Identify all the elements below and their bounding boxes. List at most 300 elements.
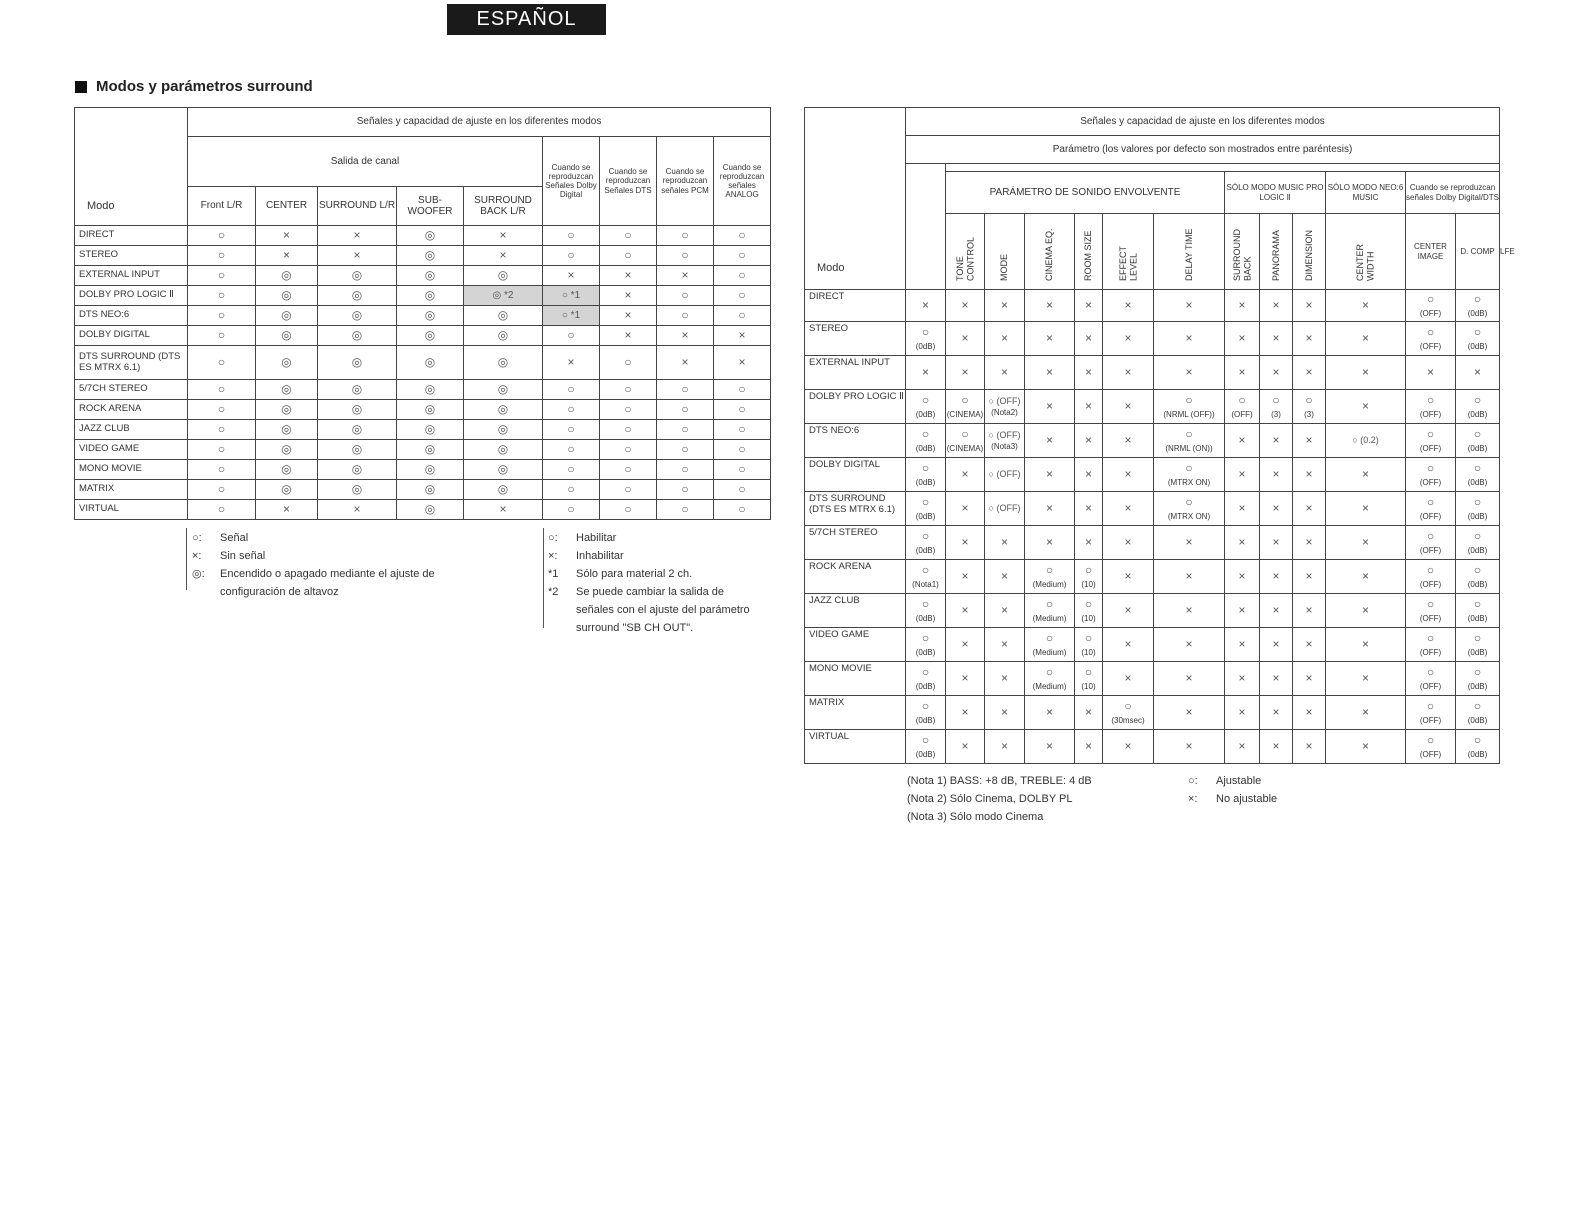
- column-header: CENTER WIDTH: [1326, 214, 1406, 290]
- parameter-cell: [1154, 492, 1225, 526]
- parameter-cell: [1075, 390, 1103, 424]
- table-row: [75, 226, 771, 246]
- table-row: [805, 390, 1500, 424]
- adjustable-symbol: ○: [1473, 393, 1482, 407]
- signal-cell: ○: [543, 460, 600, 480]
- signal-cell: ○: [188, 400, 256, 420]
- signal-cell: ◎: [397, 306, 464, 326]
- parameter-cell: [1293, 560, 1326, 594]
- mode-label: DIRECT: [805, 290, 906, 322]
- adjustable-symbol: ×: [1272, 364, 1280, 379]
- parameter-cell: [906, 390, 946, 424]
- adjustable-symbol: ×: [1361, 500, 1369, 515]
- legend-adjust: [548, 529, 750, 637]
- signal-cell: ○: [714, 246, 771, 266]
- column-header: CENTER: [256, 187, 318, 226]
- parameter-cell: [1293, 492, 1326, 526]
- adjustable-symbol: ○: [921, 665, 930, 679]
- signal-cell: ○ *1: [543, 286, 600, 306]
- default-value: (0dB): [915, 647, 936, 657]
- parameter-cell: [1326, 290, 1406, 322]
- parameter-cell: [906, 424, 946, 458]
- parameter-cell: [1075, 526, 1103, 560]
- adjustable-symbol: ×: [1426, 364, 1434, 379]
- adjustable-symbol: ×: [1045, 330, 1053, 345]
- column-header: TONE CONTROL: [946, 214, 985, 290]
- parameter-cell: [1260, 458, 1293, 492]
- adjustable-symbol: ×: [1045, 466, 1053, 481]
- table-row: [75, 306, 771, 326]
- signal-cell: ◎: [397, 380, 464, 400]
- column-header: MODE: [985, 214, 1025, 290]
- legend-item: [192, 547, 435, 565]
- adjustable-symbol: ×: [1305, 704, 1313, 719]
- parameter-cell: [985, 492, 1025, 526]
- table-row: [75, 286, 771, 306]
- signal-cell: ◎: [256, 380, 318, 400]
- signal-cell: ◎: [318, 346, 397, 380]
- adjustable-symbol: ○: [1305, 393, 1313, 407]
- adjustable-symbol: ○: [1473, 427, 1482, 441]
- signal-cell: ◎: [464, 400, 543, 420]
- table-row: [75, 380, 771, 400]
- default-value: (0dB): [1467, 477, 1488, 487]
- mode-label: DTS SURROUND (DTS ES MTRX 6.1): [75, 346, 188, 380]
- adjustable-symbol: ×: [961, 636, 969, 651]
- parameter-cell: [1293, 356, 1326, 390]
- signal-cell: ○: [714, 420, 771, 440]
- adjustable-symbol: ×: [1000, 534, 1008, 549]
- language-tab: ESPAÑOL: [447, 4, 606, 35]
- signal-cell: ◎: [256, 306, 318, 326]
- table-row: [75, 266, 771, 286]
- adjustable-symbol: ×: [1305, 466, 1313, 481]
- signal-cell: ○: [600, 480, 657, 500]
- parameter-cell: [1225, 696, 1260, 730]
- parameter-cell: [1075, 322, 1103, 356]
- column-header: CINEMA EQ.: [1025, 214, 1075, 290]
- legend-symbol: ×:: [548, 550, 558, 562]
- table-row: [75, 400, 771, 420]
- adjustable-symbol: ×: [1000, 670, 1008, 685]
- parameter-cell: [1293, 290, 1326, 322]
- parameter-cell: [985, 424, 1025, 458]
- parameter-cell: [1406, 290, 1456, 322]
- legend-item: [192, 529, 435, 547]
- adjustable-symbol: ×: [1124, 602, 1132, 617]
- signal-cell: ○: [600, 400, 657, 420]
- signal-cell: ◎: [256, 346, 318, 380]
- parameter-cell: [1225, 290, 1260, 322]
- signal-cell: ×: [600, 326, 657, 346]
- signal-cell: ◎: [318, 440, 397, 460]
- column-header: SURROUND BACK L/R: [464, 187, 543, 226]
- signal-cell: ○: [188, 380, 256, 400]
- legend-symbol: ○:: [1188, 775, 1198, 787]
- signal-cell: ○: [714, 286, 771, 306]
- legend-text: Inhabilitar: [576, 550, 624, 562]
- parameter-cell: [1225, 356, 1260, 390]
- adjustable-symbol: ×: [1045, 398, 1053, 413]
- signal-cell: ×: [600, 306, 657, 326]
- column-header: PANORAMA: [1260, 214, 1293, 290]
- square-bullet-icon: [75, 81, 87, 93]
- parameter-cell: [946, 492, 985, 526]
- adjustable-symbol: ×: [1361, 330, 1369, 345]
- signal-cell: ○: [600, 420, 657, 440]
- adjustable-symbol: ×: [1238, 330, 1246, 345]
- parameter-cell: [1154, 290, 1225, 322]
- signal-cell: ○: [657, 306, 714, 326]
- parameter-cell: [1260, 594, 1293, 628]
- default-value: (10): [1081, 681, 1096, 691]
- parameter-cell: [906, 356, 946, 390]
- parameter-cell: [1103, 560, 1154, 594]
- parameter-cell: [1154, 696, 1225, 730]
- parameter-cell: [1260, 696, 1293, 730]
- default-value: (0dB): [915, 545, 936, 555]
- adjustable-symbol: ×: [1000, 636, 1008, 651]
- signal-cell: ◎: [256, 266, 318, 286]
- adjustable-symbol: ×: [961, 670, 969, 685]
- adjustable-symbol: ×: [1124, 330, 1132, 345]
- adjustable-symbol: ×: [1084, 432, 1092, 447]
- parameter-cell: [1406, 458, 1456, 492]
- signal-cell: ×: [657, 266, 714, 286]
- adjustable-symbol: ○: [1426, 495, 1435, 509]
- adjustable-symbol: ○: [1426, 597, 1435, 611]
- legend-symbol: ◎:: [192, 568, 205, 580]
- adjustable-symbol: ○: [1084, 631, 1093, 645]
- parameter-cell: [1456, 356, 1500, 390]
- parameter-cell: [985, 560, 1025, 594]
- adjustable-symbol: ×: [1305, 636, 1313, 651]
- adjustable-symbol: ×: [1000, 602, 1008, 617]
- adjustable-symbol: ○: [1185, 393, 1193, 407]
- signal-cell: ◎: [464, 266, 543, 286]
- table-row: [75, 246, 771, 266]
- adjustable-symbol: ×: [1124, 364, 1132, 379]
- adjustable-symbol: ×: [1185, 670, 1193, 685]
- signal-cell: ○: [188, 266, 256, 286]
- signals-table: [74, 107, 771, 520]
- adjustable-symbol: ○: [1185, 461, 1193, 475]
- parameter-cell: [946, 696, 985, 730]
- signal-cell: ×: [256, 246, 318, 266]
- adjustable-symbol: ○: [1084, 665, 1093, 679]
- signal-cell: ×: [318, 500, 397, 520]
- legend-symbol: [192, 583, 220, 601]
- table-row: [805, 322, 1500, 356]
- mode-label: STEREO: [805, 322, 906, 356]
- parameter-cell: [1406, 696, 1456, 730]
- parameter-cell: [1260, 290, 1293, 322]
- adjustable-symbol: ×: [1185, 602, 1193, 617]
- signal-cell: ◎: [397, 400, 464, 420]
- signal-cell: ×: [714, 346, 771, 380]
- parameter-cell: [1103, 356, 1154, 390]
- parameter-cell: [1103, 730, 1154, 764]
- adjustable-symbol: ×: [1238, 364, 1246, 379]
- parameter-cell: [1293, 526, 1326, 560]
- parameter-cell: [1293, 458, 1326, 492]
- signal-cell: ○: [188, 500, 256, 520]
- mode-label: DIRECT: [75, 226, 188, 246]
- signal-cell: ○: [543, 400, 600, 420]
- default-value: (3): [1271, 409, 1281, 419]
- default-value: (30msec): [1111, 715, 1145, 725]
- mode-label: MONO MOVIE: [75, 460, 188, 480]
- column-header: CENTER IMAGE: [1406, 214, 1456, 290]
- adjustable-symbol: ×: [1084, 466, 1092, 481]
- parameter-cell: [985, 628, 1025, 662]
- signal-cell: ×: [464, 500, 543, 520]
- legend-symbol: ○:: [548, 532, 558, 544]
- adjustable-symbol: ○: [921, 597, 930, 611]
- adjustable-symbol: ×: [1272, 602, 1280, 617]
- parameter-cell: [1225, 594, 1260, 628]
- parameter-cell: [1293, 730, 1326, 764]
- adjustable-symbol: ×: [1272, 432, 1280, 447]
- parameter-cell: [906, 322, 946, 356]
- adjustable-symbol: ×: [1185, 738, 1193, 753]
- parameter-cell: [1260, 560, 1293, 594]
- column-header: Front L/R: [188, 187, 256, 226]
- parameter-cell: [1025, 322, 1075, 356]
- default-value: (NRML (ON)): [1165, 443, 1213, 453]
- adjustable-symbol: ×: [1045, 500, 1053, 515]
- adjustable-symbol: ○: [1124, 699, 1132, 713]
- adjustable-symbol: ○: [921, 325, 930, 339]
- parameter-cell: [1025, 356, 1075, 390]
- signal-cell: ○: [188, 226, 256, 246]
- default-value: (Medium): [1032, 647, 1067, 657]
- adjustable-symbol: ×: [1474, 364, 1482, 379]
- parameter-cell: [1326, 594, 1406, 628]
- signal-cell: ○: [657, 400, 714, 420]
- adjustable-symbol: ×: [1361, 636, 1369, 651]
- parameter-cell: [946, 390, 985, 424]
- legend-text: Se puede cambiar la salida de: [576, 586, 724, 598]
- parameter-cell: [1225, 492, 1260, 526]
- signal-cell: ×: [543, 266, 600, 286]
- parameter-cell: [946, 322, 985, 356]
- adjustable-symbol: ×: [1185, 364, 1193, 379]
- mode-label: VIRTUAL: [75, 500, 188, 520]
- signal-cell: ×: [657, 326, 714, 346]
- parameter-cell: [1075, 290, 1103, 322]
- signal-cell: ○: [714, 460, 771, 480]
- parameter-cell: [1075, 662, 1103, 696]
- signal-cell: ◎: [397, 226, 464, 246]
- signal-cell: ○: [543, 380, 600, 400]
- parameter-cell: [1406, 356, 1456, 390]
- mode-label: 5/7CH STEREO: [75, 380, 188, 400]
- parameter-cell: [1293, 594, 1326, 628]
- parameter-cell: [1075, 730, 1103, 764]
- parameter-cell: [1225, 730, 1260, 764]
- adjustable-symbol: ○: [1426, 699, 1435, 713]
- legend-symbol: ×:: [1188, 793, 1198, 805]
- parameter-cell: [1326, 458, 1406, 492]
- mode-label: DTS NEO:6: [75, 306, 188, 326]
- mode-label: STEREO: [75, 246, 188, 266]
- adjustable-symbol: ×: [1045, 738, 1053, 753]
- adjustable-symbol: ○: [1426, 461, 1435, 475]
- legend-item: [548, 601, 750, 619]
- default-value: (OFF): [1419, 681, 1442, 691]
- adjustable-symbol: ×: [1185, 704, 1193, 719]
- column-header: SURROUND L/R: [318, 187, 397, 226]
- parameter-cell: [985, 356, 1025, 390]
- parameter-cell: [1025, 526, 1075, 560]
- parameter-cell: [1456, 424, 1500, 458]
- parameter-cell: [1326, 322, 1406, 356]
- signal-cell: ◎: [318, 460, 397, 480]
- parameter-cell: [1103, 458, 1154, 492]
- signal-cell: ◎: [464, 326, 543, 346]
- signal-cell: ×: [318, 226, 397, 246]
- adjustable-symbol: ○ (OFF): [988, 469, 1021, 480]
- parameter-cell: [985, 526, 1025, 560]
- legend-divider: [186, 528, 187, 590]
- table-row: [805, 662, 1500, 696]
- adjustable-symbol: ○: [921, 495, 930, 509]
- signal-cell: ×: [543, 346, 600, 380]
- mode-label: VIDEO GAME: [75, 440, 188, 460]
- default-value: (OFF): [1419, 409, 1442, 419]
- parameter-cell: [946, 290, 985, 322]
- signal-cell: ◎: [397, 460, 464, 480]
- adjustable-symbol: ×: [1272, 670, 1280, 685]
- parameter-cell: [906, 560, 946, 594]
- parameter-cell: [985, 696, 1025, 730]
- column-header: SURROUND BACK: [1225, 214, 1260, 290]
- legend-item: [548, 619, 750, 637]
- legend-symbol: [548, 601, 576, 619]
- parameter-cell: [906, 628, 946, 662]
- column-header: Cuando se reproduzcan señales PCM: [657, 137, 714, 226]
- signal-cell: ○: [657, 420, 714, 440]
- parameter-cell: [1225, 424, 1260, 458]
- parameter-cell: [1406, 424, 1456, 458]
- parameter-cell: [1154, 662, 1225, 696]
- default-value: (OFF): [1231, 409, 1253, 419]
- column-header: DIMENSION: [1293, 214, 1326, 290]
- adjustable-symbol: ×: [1084, 738, 1092, 753]
- adjustable-symbol: ○: [1426, 325, 1435, 339]
- parameter-cell: [1075, 492, 1103, 526]
- default-value: (OFF): [1419, 715, 1442, 725]
- default-value: (0dB): [915, 613, 936, 623]
- adjustable-symbol: ×: [1084, 534, 1092, 549]
- signal-cell: ◎: [397, 246, 464, 266]
- adjustable-symbol: ×: [921, 297, 929, 312]
- signal-cell: ◎: [397, 440, 464, 460]
- default-value: (NRML (OFF)): [1163, 409, 1215, 419]
- adjustable-symbol: ×: [1272, 636, 1280, 651]
- mode-label: MATRIX: [805, 696, 906, 730]
- adjustable-symbol: ○: [921, 461, 930, 475]
- adjustable-symbol: ○: [1426, 292, 1435, 306]
- parameter-cell: [1154, 730, 1225, 764]
- parameter-cell: [1075, 594, 1103, 628]
- signal-cell: ○: [600, 246, 657, 266]
- adjustable-symbol: ×: [1238, 738, 1246, 753]
- parameter-cell: [1326, 526, 1406, 560]
- adjustable-symbol: ×: [1045, 432, 1053, 447]
- signal-cell: ◎: [256, 440, 318, 460]
- mode-label: DOLBY DIGITAL: [805, 458, 906, 492]
- mode-label: MONO MOVIE: [805, 662, 906, 696]
- signal-cell: ○: [657, 226, 714, 246]
- adjustable-symbol: ○: [1426, 631, 1435, 645]
- adjustable-symbol: ○: [1426, 733, 1435, 747]
- signal-cell: ○: [600, 380, 657, 400]
- parameter-cell: [985, 594, 1025, 628]
- default-value: (OFF): [1419, 443, 1442, 453]
- parameter-cell: [1154, 526, 1225, 560]
- parameter-cell: [1103, 628, 1154, 662]
- adjustable-symbol: ×: [1361, 466, 1369, 481]
- adjustable-symbol: ○: [1084, 563, 1093, 577]
- signal-cell: ◎: [397, 286, 464, 306]
- parameter-cell: [1154, 322, 1225, 356]
- parameter-cell: [1406, 628, 1456, 662]
- parameter-cell: [906, 662, 946, 696]
- table-row: [805, 560, 1500, 594]
- signal-cell: ◎: [318, 400, 397, 420]
- signal-cell: ◎: [397, 500, 464, 520]
- signal-cell: ○: [657, 460, 714, 480]
- adjustable-symbol: ×: [1000, 568, 1008, 583]
- signal-cell: ○: [600, 346, 657, 380]
- parameter-cell: [1456, 322, 1500, 356]
- parameter-cell: [1025, 492, 1075, 526]
- parameter-cell: [1103, 662, 1154, 696]
- adjustable-symbol: ○: [1426, 393, 1435, 407]
- signal-cell: ○: [600, 440, 657, 460]
- default-value: (Nota1): [912, 579, 939, 589]
- signal-cell: ○: [600, 226, 657, 246]
- signal-cell: ◎: [256, 460, 318, 480]
- parameter-cell: [1225, 628, 1260, 662]
- column-header: SUB-WOOFER: [397, 187, 464, 226]
- parameter-cell: [1456, 290, 1500, 322]
- parameter-cell: [1025, 628, 1075, 662]
- mode-label: 5/7CH STEREO: [805, 526, 906, 560]
- adjustable-symbol: ○: [921, 529, 930, 543]
- legend-text: surround "SB CH OUT".: [576, 622, 694, 634]
- adjustable-symbol: ×: [1361, 297, 1369, 312]
- parameter-cell: [1293, 696, 1326, 730]
- default-value: (OFF): [1419, 579, 1442, 589]
- signal-cell: ×: [318, 246, 397, 266]
- adjustable-symbol: ×: [1361, 364, 1369, 379]
- adjustable-symbol: ×: [1238, 432, 1246, 447]
- adjustable-symbol: ×: [1124, 568, 1132, 583]
- default-value: (Medium): [1032, 681, 1067, 691]
- table-row: [805, 730, 1500, 764]
- adjustable-symbol: ×: [1305, 297, 1313, 312]
- adjustable-symbol: ×: [1238, 466, 1246, 481]
- adjustable-symbol: ×: [1124, 432, 1132, 447]
- note-item: (Nota 1) BASS: +8 dB, TREBLE: 4 dB: [907, 775, 1092, 787]
- adjustable-symbol: ×: [1305, 670, 1313, 685]
- adjustable-symbol: ×: [1185, 297, 1193, 312]
- adjustable-symbol: ×: [1361, 704, 1369, 719]
- table-row: [805, 628, 1500, 662]
